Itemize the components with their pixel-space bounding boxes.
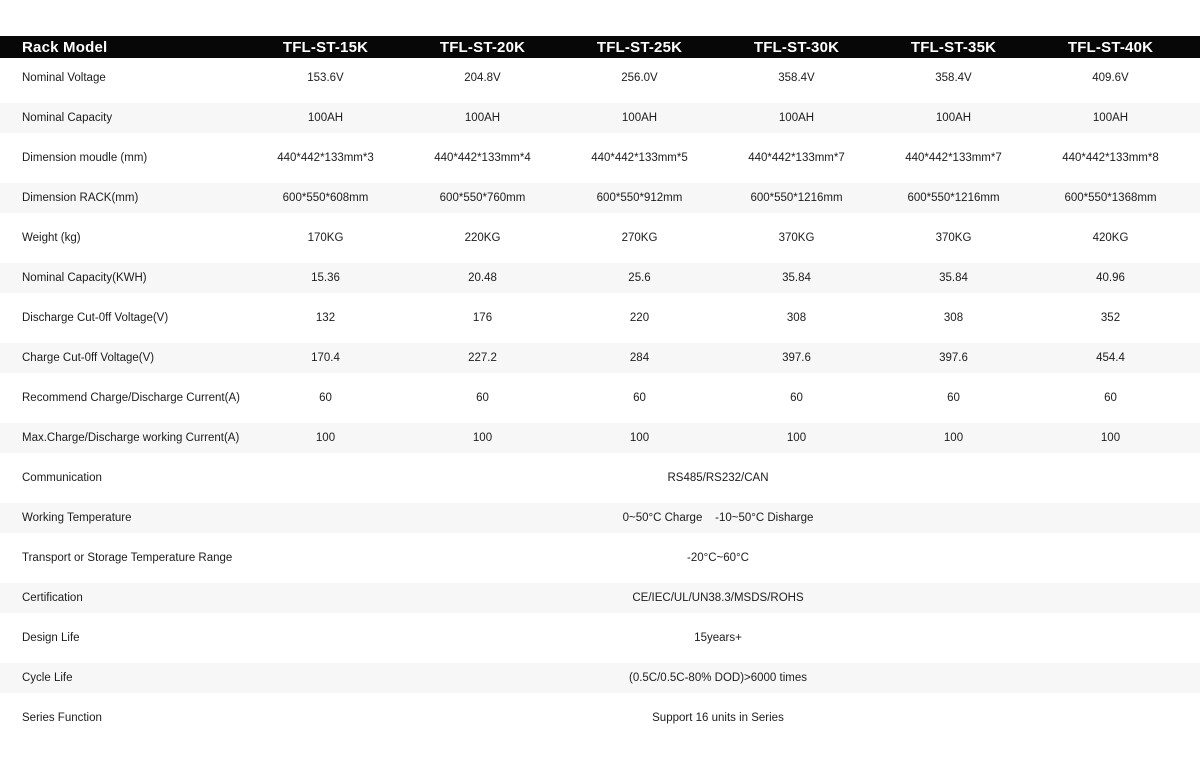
cell-value: 153.6V xyxy=(307,72,344,84)
cell-value: 100AH xyxy=(778,112,815,124)
spec-table xyxy=(0,36,1200,738)
table-row-recommend-current xyxy=(0,378,1200,418)
row-label: Certification xyxy=(22,592,83,604)
cell-value: 308 xyxy=(786,312,807,324)
row-label: Nominal Capacity xyxy=(22,112,113,124)
cell-value: 60 xyxy=(633,392,646,404)
cell-value: 440*442*133mm*3 xyxy=(277,152,374,164)
cell-value: 204.8V xyxy=(464,72,501,84)
row-label: Nominal Voltage xyxy=(22,72,106,84)
cell-value: 100AH xyxy=(307,112,344,124)
cell-value: 420KG xyxy=(1092,232,1129,244)
row-label: Design Life xyxy=(22,632,80,644)
cell-value: 170KG xyxy=(307,232,344,244)
cell-value: 397.6 xyxy=(939,352,968,364)
cell-value: 20.48 xyxy=(468,272,497,284)
table-row-nominal-capacity-kwh xyxy=(0,258,1200,298)
cell-value: 440*442*133mm*7 xyxy=(748,152,845,164)
column-header-tfl-st-30k: TFL-ST-30K xyxy=(753,38,840,56)
cell-value: 100AH xyxy=(621,112,658,124)
row-label: Nominal Capacity(KWH) xyxy=(22,272,147,284)
row-label: Communication xyxy=(22,472,102,484)
cell-value: 100 xyxy=(943,432,964,444)
cell-value: 440*442*133mm*7 xyxy=(905,152,1002,164)
cell-value: 397.6 xyxy=(782,352,811,364)
merged-value: (0.5C/0.5C-80% DOD)>6000 times xyxy=(628,672,807,684)
cell-value: 60 xyxy=(476,392,489,404)
row-label: Max.Charge/Discharge working Current(A) xyxy=(22,432,240,444)
cell-value: 600*550*760mm xyxy=(439,192,526,204)
table-row-cycle-life xyxy=(0,658,1200,698)
cell-value: 370KG xyxy=(778,232,815,244)
table-row-working-temperature xyxy=(0,498,1200,538)
row-label: Dimension moudle (mm) xyxy=(22,152,148,164)
cell-value: 409.6V xyxy=(1092,72,1129,84)
column-header-tfl-st-40k: TFL-ST-40K xyxy=(1067,38,1154,56)
cell-value: 600*550*608mm xyxy=(282,192,369,204)
table-row-series-function xyxy=(0,698,1200,738)
table-row-nominal-capacity xyxy=(0,98,1200,138)
row-label: Recommend Charge/Discharge Current(A) xyxy=(22,392,240,404)
cell-value: 440*442*133mm*4 xyxy=(434,152,531,164)
cell-value: 440*442*133mm*8 xyxy=(1062,152,1159,164)
cell-value: 256.0V xyxy=(621,72,658,84)
table-row-charge-cutoff xyxy=(0,338,1200,378)
cell-value: 100AH xyxy=(935,112,972,124)
rack-model-header: Rack Model xyxy=(22,38,108,56)
cell-value: 170.4 xyxy=(311,352,340,364)
column-header-tfl-st-15k: TFL-ST-15K xyxy=(282,38,369,56)
cell-value: 352 xyxy=(1100,312,1121,324)
column-header-tfl-st-25k: TFL-ST-25K xyxy=(596,38,683,56)
cell-value: 176 xyxy=(472,312,493,324)
cell-value: 227.2 xyxy=(468,352,497,364)
cell-value: 454.4 xyxy=(1096,352,1125,364)
table-row-certification xyxy=(0,578,1200,618)
table-row-weight xyxy=(0,218,1200,258)
cell-value: 600*550*1216mm xyxy=(907,192,1000,204)
cell-value: 100 xyxy=(1100,432,1121,444)
table-row-max-current xyxy=(0,418,1200,458)
cell-value: 600*550*1216mm xyxy=(750,192,843,204)
cell-value: 270KG xyxy=(621,232,658,244)
cell-value: 284 xyxy=(629,352,650,364)
row-label: Working Temperature xyxy=(22,512,132,524)
merged-value: CE/IEC/UL/UN38.3/MSDS/ROHS xyxy=(632,592,804,604)
row-label: Transport or Storage Temperature Range xyxy=(22,552,233,564)
cell-value: 358.4V xyxy=(778,72,815,84)
merged-value: 0~50°C Charge -10~50°C Disharge xyxy=(622,512,814,524)
cell-value: 600*550*1368mm xyxy=(1064,192,1157,204)
cell-value: 370KG xyxy=(935,232,972,244)
cell-value: 132 xyxy=(315,312,336,324)
column-header-tfl-st-35k: TFL-ST-35K xyxy=(910,38,997,56)
row-label: Dimension RACK(mm) xyxy=(22,192,139,204)
row-label: Weight (kg) xyxy=(22,232,81,244)
cell-value: 60 xyxy=(790,392,803,404)
row-label: Charge Cut-0ff Voltage(V) xyxy=(22,352,155,364)
cell-value: 35.84 xyxy=(939,272,968,284)
row-label: Series Function xyxy=(22,712,102,724)
cell-value: 15.36 xyxy=(311,272,340,284)
table-row-dimension-module xyxy=(0,138,1200,178)
cell-value: 40.96 xyxy=(1096,272,1125,284)
cell-value: 440*442*133mm*5 xyxy=(591,152,688,164)
table-row-communication xyxy=(0,458,1200,498)
row-label: Discharge Cut-0ff Voltage(V) xyxy=(22,312,169,324)
cell-value: 25.6 xyxy=(628,272,651,284)
table-row-discharge-cutoff xyxy=(0,298,1200,338)
cell-value: 358.4V xyxy=(935,72,972,84)
table-row-storage-temperature xyxy=(0,538,1200,578)
cell-value: 100 xyxy=(629,432,650,444)
cell-value: 100AH xyxy=(1092,112,1129,124)
merged-value: RS485/RS232/CAN xyxy=(667,472,769,484)
merged-value: Support 16 units in Series xyxy=(652,712,784,724)
cell-value: 60 xyxy=(1104,392,1117,404)
table-header-row xyxy=(0,36,1200,58)
merged-value: -20°C~60°C xyxy=(687,552,749,564)
row-label: Cycle Life xyxy=(22,672,73,684)
cell-value: 60 xyxy=(947,392,960,404)
cell-value: 35.84 xyxy=(782,272,811,284)
column-header-tfl-st-20k: TFL-ST-20K xyxy=(439,38,526,56)
cell-value: 60 xyxy=(319,392,332,404)
cell-value: 220 xyxy=(629,312,650,324)
cell-value: 600*550*912mm xyxy=(596,192,683,204)
cell-value: 100 xyxy=(315,432,336,444)
cell-value: 220KG xyxy=(464,232,501,244)
table-row-dimension-rack xyxy=(0,178,1200,218)
cell-value: 308 xyxy=(943,312,964,324)
table-row-nominal-voltage xyxy=(0,58,1200,98)
table-row-design-life xyxy=(0,618,1200,658)
cell-value: 100 xyxy=(786,432,807,444)
cell-value: 100AH xyxy=(464,112,501,124)
merged-value: 15years+ xyxy=(694,632,742,644)
cell-value: 100 xyxy=(472,432,493,444)
